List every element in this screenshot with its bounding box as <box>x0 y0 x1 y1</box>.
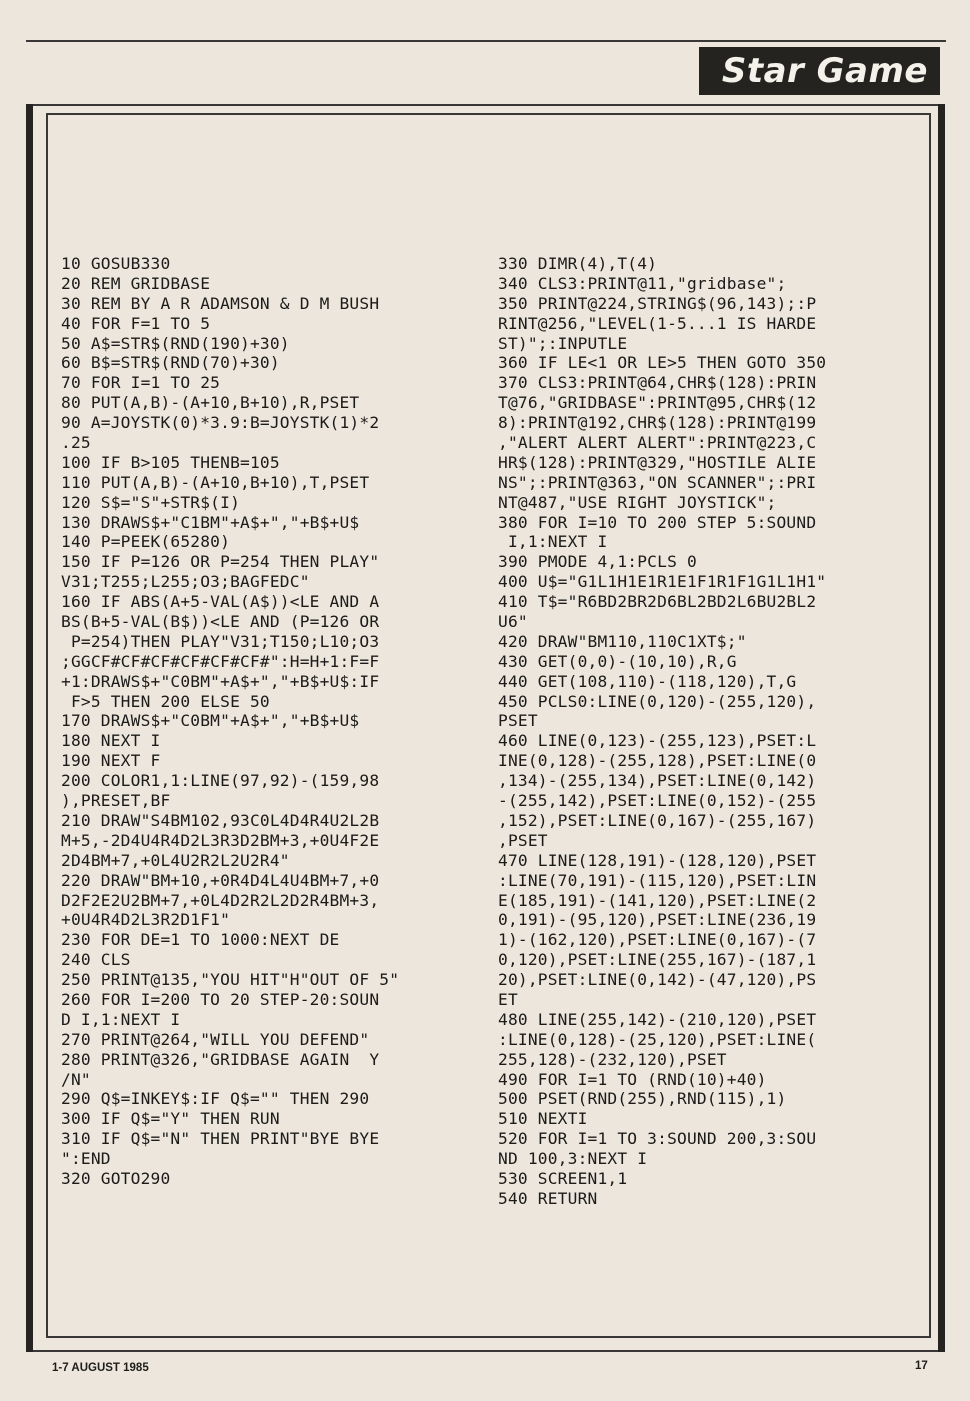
issue-date: 1-7 AUGUST 1985 <box>52 1362 149 1374</box>
code-line: 250 PRINT@135,"YOU HIT"H"OUT OF 5" <box>61 970 400 990</box>
code-line: +1:DRAWS$+"C0BM"+A$+","+B$+U$:IF <box>61 671 380 691</box>
frame-bar-left <box>26 104 33 1352</box>
code-line: ":END <box>61 1149 111 1169</box>
code-line: 0,191)-(95,120),PSET:LINE(236,19 <box>498 910 817 930</box>
code-line: 240 CLS <box>61 950 131 970</box>
code-line: :LINE(0,128)-(25,120),PSET:LINE( <box>498 1029 817 1049</box>
code-line: 390 PMODE 4,1:PCLS 0 <box>498 552 697 572</box>
code-line: NT@487,"USE RIGHT JOYSTICK"; <box>498 492 777 512</box>
code-line: E(185,191)-(141,120),PSET:LINE(2 <box>498 890 817 910</box>
code-line: P=254)THEN PLAY"V31;T150;L10;O3 <box>61 631 380 651</box>
code-line: 190 NEXT F <box>61 751 161 771</box>
code-line: 1)-(162,120),PSET:LINE(0,167)-(7 <box>498 930 817 950</box>
code-line: 60 B$=STR$(RND(70)+30) <box>61 353 280 373</box>
code-line: 270 PRINT@264,"WILL YOU DEFEND" <box>61 1029 370 1049</box>
code-line: ),PRESET,BF <box>61 791 171 811</box>
code-line: 110 PUT(A,B)-(A+10,B+10),T,PSET <box>61 472 370 492</box>
code-line: 410 T$="R6BD2BR2D6BL2BD2L6BU2BL2 <box>498 592 817 612</box>
code-line: 20 REM GRIDBASE <box>61 273 211 293</box>
code-line: F>5 THEN 200 ELSE 50 <box>61 691 270 711</box>
code-line: 500 PSET(RND(255),RND(115),1) <box>498 1089 787 1109</box>
code-line: 540 RETURN <box>498 1188 598 1208</box>
listing-column-right <box>498 254 826 1209</box>
code-line: 90 A=JOYSTK(0)*3.9:B=JOYSTK(1)*2 <box>61 413 380 433</box>
code-line: 260 FOR I=200 TO 20 STEP-20:SOUN <box>61 989 380 1009</box>
code-line: T@76,"GRIDBASE":PRINT@95,CHR$(12 <box>498 393 817 413</box>
code-line: 440 GET(108,110)-(118,120),T,G <box>498 671 797 691</box>
code-line: D2F2E2U2BM+7,+0L4D2R2L2D2R4BM+3, <box>61 890 380 910</box>
code-line: BS(B+5-VAL(B$))<LE AND (P=126 OR <box>61 612 380 632</box>
code-line: 280 PRINT@326,"GRIDBASE AGAIN Y <box>61 1049 380 1069</box>
code-line: ,152),PSET:LINE(0,167)-(255,167) <box>498 810 817 830</box>
code-line: 150 IF P=126 OR P=254 THEN PLAY" <box>61 552 380 572</box>
code-line: V31;T255;L255;O3;BAGFEDC" <box>61 572 310 592</box>
code-line: 460 LINE(0,123)-(255,123),PSET:L <box>498 731 817 751</box>
code-line: 0,120),PSET:LINE(255,167)-(187,1 <box>498 950 817 970</box>
code-line: ,"ALERT ALERT ALERT":PRINT@223,C <box>498 433 817 453</box>
code-line: 430 GET(0,0)-(10,10),R,G <box>498 651 737 671</box>
code-line: 350 PRINT@224,STRING$(96,143);:P <box>498 293 817 313</box>
code-line: /N" <box>61 1069 91 1089</box>
code-line: 300 IF Q$="Y" THEN RUN <box>61 1109 280 1129</box>
listing-column-left <box>61 254 399 1189</box>
code-line: D I,1:NEXT I <box>61 1009 181 1029</box>
code-line: 30 REM BY A R ADAMSON & D M BUSH <box>61 293 380 313</box>
code-line: 120 S$="S"+STR$(I) <box>61 492 241 512</box>
code-line: 360 IF LE<1 OR LE>5 THEN GOTO 350 <box>498 353 827 373</box>
code-line: 140 P=PEEK(65280) <box>61 532 231 552</box>
code-line: 10 GOSUB330 <box>61 254 171 273</box>
code-line: 290 Q$=INKEY$:IF Q$="" THEN 290 <box>61 1089 370 1109</box>
code-line: 100 IF B>105 THENB=105 <box>61 452 280 472</box>
code-line: 330 DIMR(4),T(4) <box>498 254 658 273</box>
code-line: ST)";:INPUTLE <box>498 333 628 353</box>
code-line: 180 NEXT I <box>61 731 161 751</box>
code-line: 490 FOR I=1 TO (RND(10)+40) <box>498 1069 767 1089</box>
code-line: 160 IF ABS(A+5-VAL(A$))<LE AND A <box>61 592 380 612</box>
code-line: HR$(128):PRINT@329,"HOSTILE ALIE <box>498 452 817 472</box>
code-line: 230 FOR DE=1 TO 1000:NEXT DE <box>61 930 340 950</box>
code-line: 380 FOR I=10 TO 200 STEP 5:SOUND <box>498 512 817 532</box>
code-line: 80 PUT(A,B)-(A+10,B+10),R,PSET <box>61 393 360 413</box>
code-line: ,PSET <box>498 830 548 850</box>
code-line: ET <box>498 989 518 1009</box>
code-line: 450 PCLS0:LINE(0,120)-(255,120), <box>498 691 817 711</box>
code-line: I,1:NEXT I <box>498 532 608 552</box>
code-line: ;GGCF#CF#CF#CF#CF#CF#":H=H+1:F=F <box>61 651 380 671</box>
code-line: 370 CLS3:PRINT@64,CHR$(128):PRIN <box>498 373 817 393</box>
code-line: 255,128)-(232,120),PSET <box>498 1049 727 1069</box>
code-line: 170 DRAWS$+"C0BM"+A$+","+B$+U$ <box>61 711 360 731</box>
code-line: 40 FOR F=1 TO 5 <box>61 313 211 333</box>
code-line: 2D4BM+7,+0L4U2R2L2U2R4" <box>61 850 290 870</box>
code-line: 520 FOR I=1 TO 3:SOUND 200,3:SOU <box>498 1129 817 1149</box>
page-number: 17 <box>915 1360 928 1372</box>
code-line: PSET <box>498 711 538 731</box>
section-title: Star Game <box>721 51 928 91</box>
code-line: U6" <box>498 612 528 632</box>
code-line: +0U4R4D2L3R2D1F1" <box>61 910 231 930</box>
code-line: 200 COLOR1,1:LINE(97,92)-(159,98 <box>61 771 380 791</box>
section-header <box>699 47 940 95</box>
code-line: 220 DRAW"BM+10,+0R4D4L4U4BM+7,+0 <box>61 870 380 890</box>
code-line: 20),PSET:LINE(0,142)-(47,120),PS <box>498 970 817 990</box>
code-line: 8):PRINT@192,CHR$(128):PRINT@199 <box>498 413 817 433</box>
code-line: 340 CLS3:PRINT@11,"gridbase"; <box>498 273 787 293</box>
code-line: 320 GOTO290 <box>61 1168 171 1188</box>
code-line: NS";:PRINT@363,"ON SCANNER";:PRI <box>498 472 817 492</box>
frame-bar-right <box>938 104 945 1352</box>
code-line: 310 IF Q$="N" THEN PRINT"BYE BYE <box>61 1129 380 1149</box>
code-line: 50 A$=STR$(RND(190)+30) <box>61 333 290 353</box>
code-line: -(255,142),PSET:LINE(0,152)-(255 <box>498 791 817 811</box>
code-line: 530 SCREEN1,1 <box>498 1168 628 1188</box>
code-line: 130 DRAWS$+"C1BM"+A$+","+B$+U$ <box>61 512 360 532</box>
top-rule <box>26 40 946 42</box>
code-line: .25 <box>61 433 91 453</box>
code-line: 510 NEXTI <box>498 1109 588 1129</box>
code-line: ,134)-(255,134),PSET:LINE(0,142) <box>498 771 817 791</box>
code-line: 400 U$="G1L1H1E1R1E1F1R1F1G1L1H1" <box>498 572 827 592</box>
code-line: M+5,-2D4U4R4D2L3R3D2BM+3,+0U4F2E <box>61 830 380 850</box>
code-line: 210 DRAW"S4BM102,93C0L4D4R4U2L2B <box>61 810 380 830</box>
code-line: INE(0,128)-(255,128),PSET:LINE(0 <box>498 751 817 771</box>
code-line: ND 100,3:NEXT I <box>498 1149 648 1169</box>
code-line: 70 FOR I=1 TO 25 <box>61 373 221 393</box>
code-line: 470 LINE(128,191)-(128,120),PSET <box>498 850 817 870</box>
code-line: RINT@256,"LEVEL(1-5...1 IS HARDE <box>498 313 817 333</box>
code-line: 480 LINE(255,142)-(210,120),PSET <box>498 1009 817 1029</box>
code-line: :LINE(70,191)-(115,120),PSET:LIN <box>498 870 817 890</box>
code-line: 420 DRAW"BM110,110C1XT$;" <box>498 631 747 651</box>
